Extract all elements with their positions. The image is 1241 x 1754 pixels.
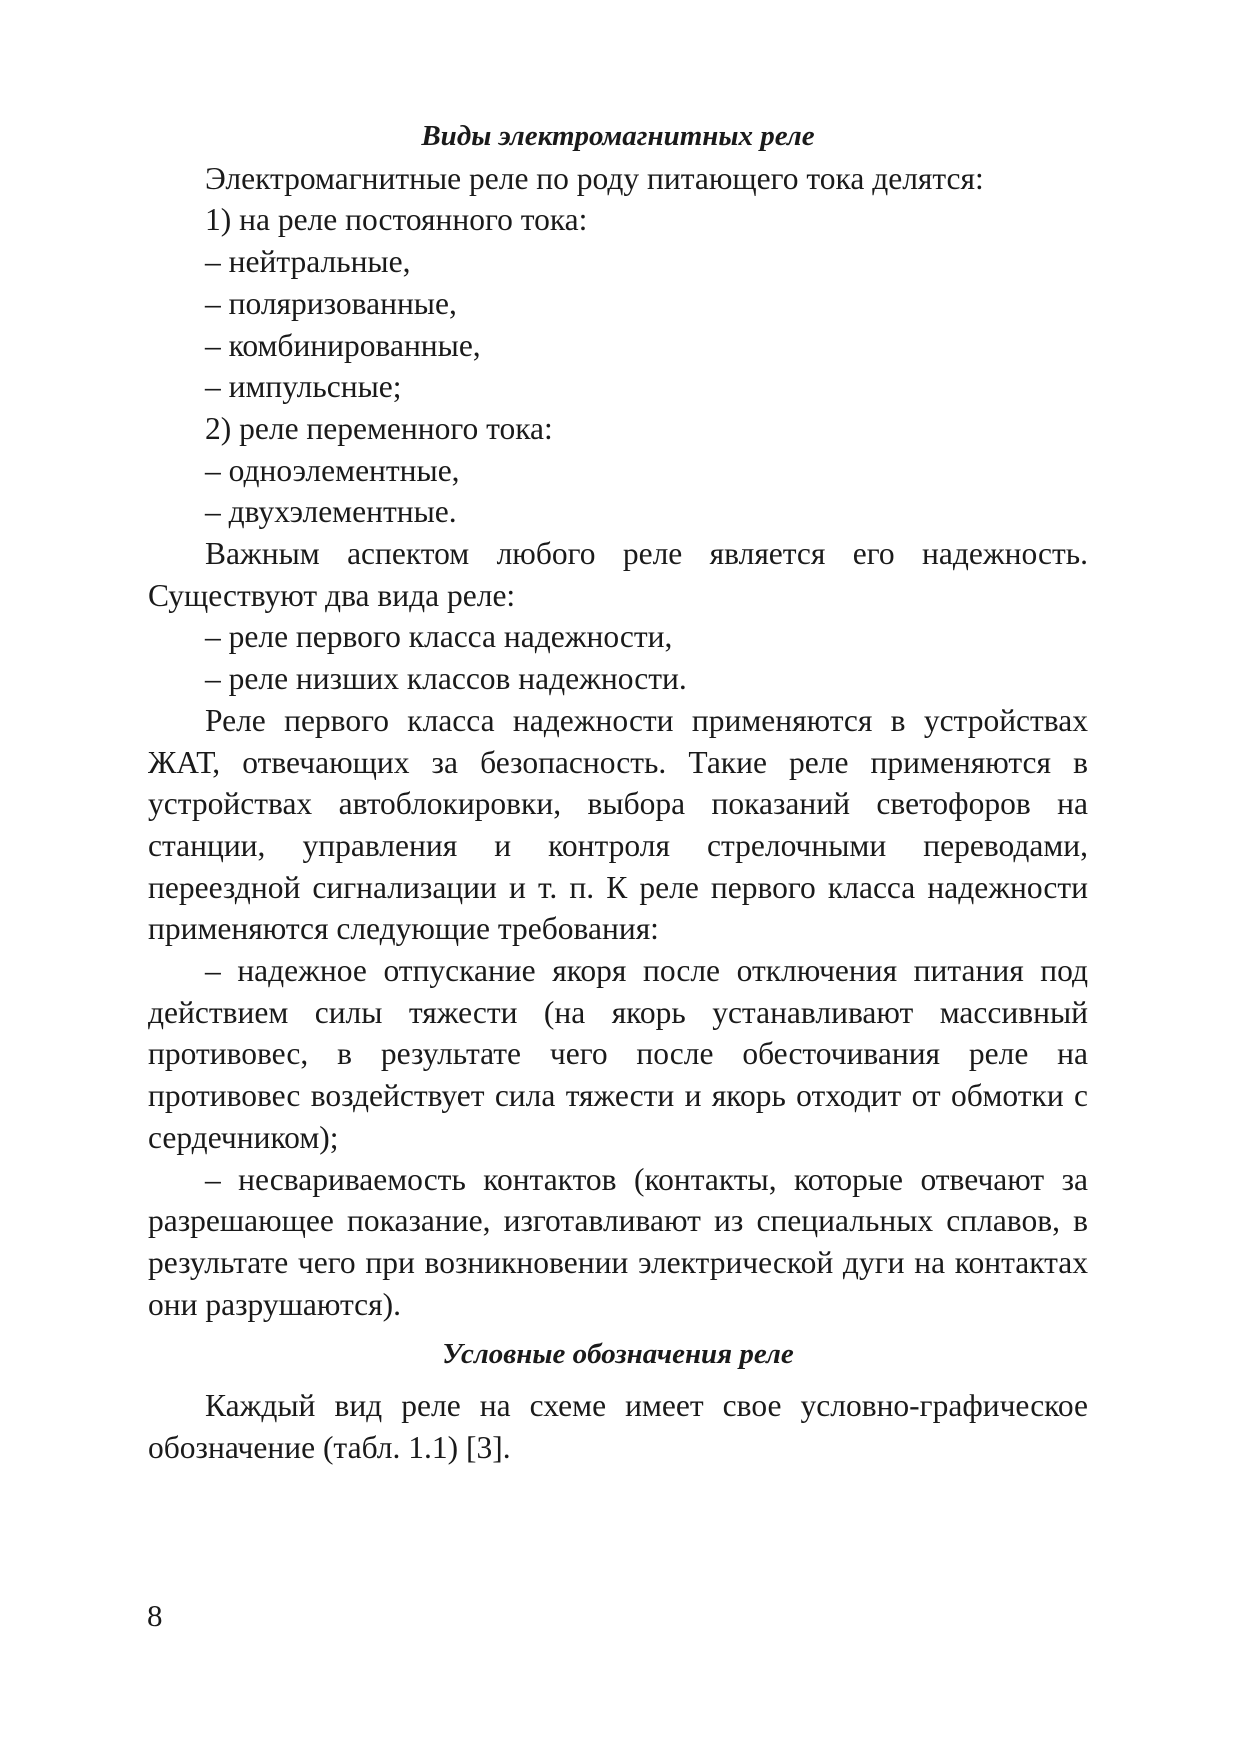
section-heading-relay-symbols: Условные обозначения реле — [442, 1338, 794, 1371]
list-item: – комбинированные, — [205, 327, 481, 363]
dc-relays-title: 1) на реле постоянного тока: — [205, 202, 588, 238]
list-item: – одноэлементные, — [205, 452, 460, 488]
list-item: – реле первого класса надежности, — [205, 619, 673, 655]
requirement-paragraph: – несвариваемость контактов (контакты, которые отвечают за разрешающее показание, изготавливают из специальных сплавов, в результате чего при возникновении электрической дуги на контактах они разрушаются). — [148, 1161, 1088, 1322]
page-body — [148, 116, 1088, 1469]
list-item: – импульсные; — [205, 369, 402, 405]
first-class-paragraph: Реле первого класса надежности применяются в устройствах ЖАТ, отвечающих за безопасность. Такие реле применяются в устройствах автоблокировки, выбора показаний светофоров на станции, управления и контроля стрелочными переводами, переездной сигнализации и т. п. К реле первого класса надежности применяются следующие требования: — [148, 702, 1088, 947]
page-number: 8 — [147, 1598, 163, 1633]
section-heading-relay-types: Виды электромагнитных реле — [421, 120, 815, 152]
intro-paragraph: Электромагнитные реле по роду питающего тока делятся: — [205, 160, 984, 196]
reliability-paragraph: Важным аспектом любого реле является его надежность. Существуют два вида реле: — [148, 536, 1088, 613]
list-item: – реле низших классов надежности. — [205, 661, 687, 697]
requirement-paragraph: – надежное отпускание якоря после отключения питания под действием силы тяжести (на якорь устанавливают массивный противовес, в результате чего после обесточивания реле на противовес воздействует сила тяжести и якорь отходит от обмотки с сердечником); — [148, 953, 1088, 1155]
list-item: – поляризованные, — [205, 285, 457, 321]
ac-relays-title: 2) реле переменного тока: — [205, 410, 553, 446]
list-item: – двухэлементные. — [205, 494, 457, 530]
list-item: – нейтральные, — [205, 244, 411, 280]
symbols-paragraph: Каждый вид реле на схеме имеет свое условно-графическое обозначение (табл. 1.1) [3]. — [148, 1388, 1088, 1465]
